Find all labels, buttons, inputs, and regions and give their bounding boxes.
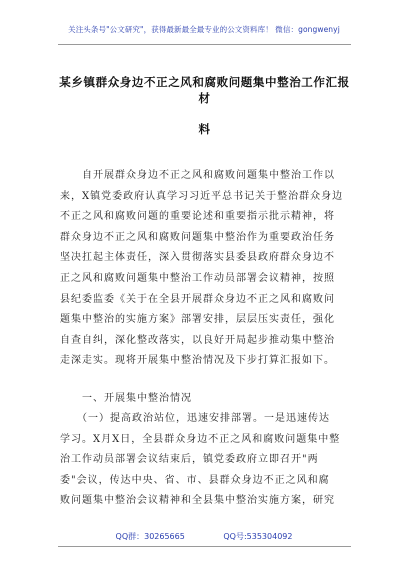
paragraph-line: 委"会议，传达中央、省、市、县群众身边不正之风和腐 <box>60 474 330 486</box>
footer-contacts <box>0 531 408 542</box>
paragraph-line: 学习。X月X日，全县群众身边不正之风和腐败问题集中整 <box>60 433 341 445</box>
header-banner: 关注头条号"公文研究"，获得最新最全最专业的公文资料库！ 微信：gongwenyj <box>68 25 340 34</box>
paragraph-line: 题集中整治的实施方案》部署安排，层层压实责任，强化 <box>60 314 335 326</box>
footer-divider <box>58 546 351 547</box>
section-heading: 一、开展集中整治情况 <box>60 393 192 404</box>
paragraph-line: 治工作动员部署会议结束后，镇党委政府立即召开"两 <box>60 454 319 466</box>
paragraph-line: 来，X镇党委政府认真学习习近平总书记关于整治群众身边 <box>60 190 344 202</box>
paragraph-line: 不正之风和腐败问题的重要论述和重要指示批示精神，将 <box>60 211 335 223</box>
footer-qq-number: QQ号:535304092 <box>223 532 293 541</box>
paragraph-line: 群众身边不正之风和腐败问题集中整治作为重要政治任务 <box>60 231 335 243</box>
paragraph-line: 自开展群众身边不正之风和腐败问题集中整治工作以 <box>60 170 335 181</box>
document-title-line-1: 某乡镇群众身边不正之风和腐败问题集中整治工作汇报材 <box>59 75 350 105</box>
paragraph-line: 走深走实。现将开展集中整治情况及下步打算汇报如下。 <box>60 355 335 367</box>
paragraph-line: 败问题集中整治会议精神和全县集中整治实施方案，研究 <box>60 495 335 507</box>
paragraph-line: 正之风和腐败问题集中整治工作动员部署会议精神，按照 <box>60 272 335 284</box>
paragraph-line: 自查自纠，深化整改落实，以良好开局起步推动集中整治 <box>60 334 335 346</box>
paragraph-line: 县纪委监委《关于在全县开展群众身边不正之风和腐败问 <box>60 293 335 305</box>
intro-paragraph <box>60 166 350 372</box>
paragraph-line: （一）提高政治站位，迅速安排部署。一是迅速传达 <box>60 413 330 424</box>
header-divider <box>58 44 351 45</box>
section-paragraph <box>60 409 350 512</box>
document-title-line-2: 料 <box>198 122 211 136</box>
footer-qq-group: QQ群：30265665 <box>115 532 185 541</box>
paragraph-line: 坚决扛起主体责任，深入贯彻落实县委县政府群众身边不 <box>60 252 335 264</box>
